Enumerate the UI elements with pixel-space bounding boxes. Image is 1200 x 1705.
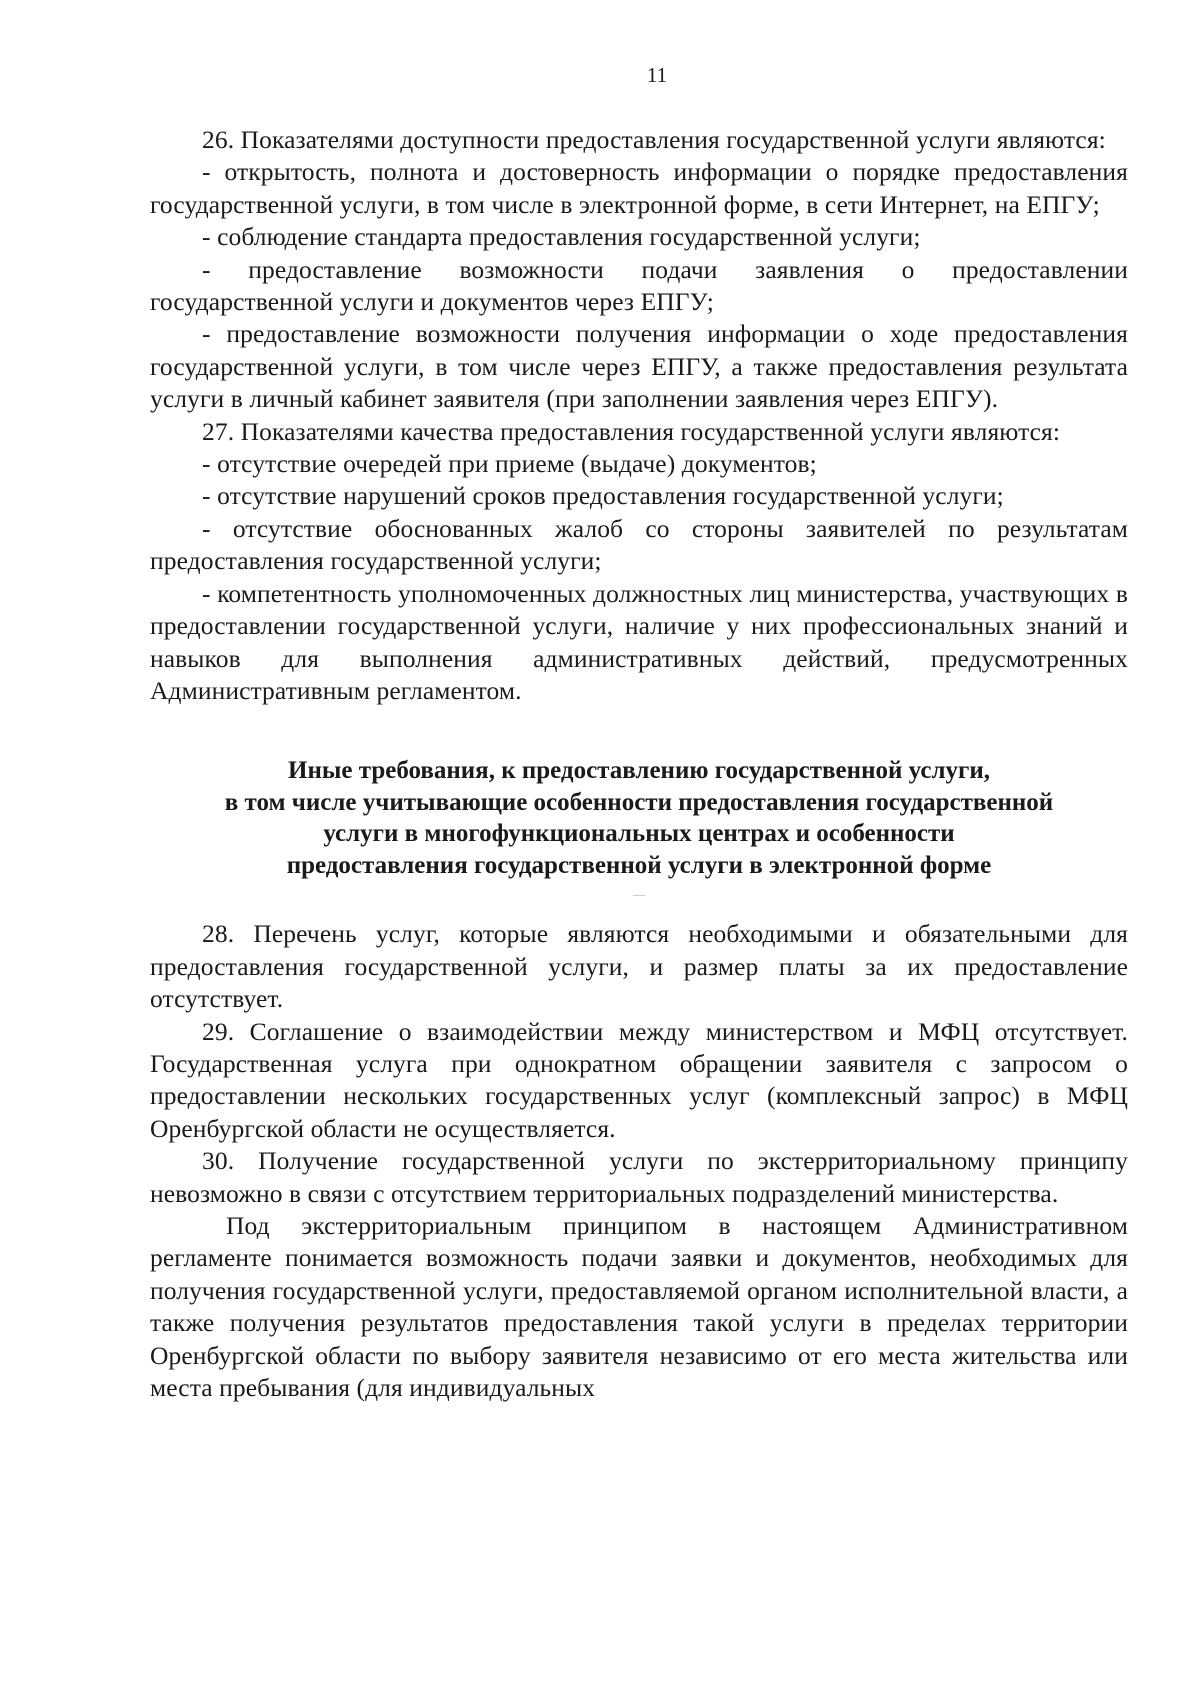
list-item-submission: - предоставление возможности подачи заявления о предоставлении государственной услуги и документов через ЕПГУ; xyxy=(150,254,1128,317)
heading-line: Иные требования, к предоставлению государственной услуги, xyxy=(288,757,990,785)
list-item-no-complaints: - отсутствие обоснованных жалоб со стороны заявителей по результатам предоставления государственной услуги; xyxy=(150,513,1128,576)
paragraph-27-intro: 27. Показателями качества предоставления государственной услуги являются: xyxy=(202,416,1061,446)
heading-line: в том числе учитывающие особенности предоставления государственной xyxy=(224,788,1054,816)
list-item-no-queues: - отсутствие очередей при приеме (выдаче) документов; xyxy=(202,449,817,479)
list-item-openness: - открытость, полнота и достоверность информации о порядке предоставления государственной услуги, в том числе в электронной форме, в сети Интернет, на ЕПГУ; xyxy=(150,157,1128,219)
paragraph-extraterritorial-definition: Под экстерриториальным принципом в настоящем Административном регламенте понимается возможность подачи заявки и документов, необходимых для получения государственной услуги, предоставляемой органом исполнительной власти, а также получения результатов предоставления такой услуги в пределах территории Оренбургской области по выбору заявителя независимо от его места жительства или места пребывания (для индивидуальных xyxy=(150,1210,1128,1402)
heading-line: услуги в многофункциональных центрах и особенности xyxy=(323,820,955,848)
paragraph-29: 29. Соглашение о взаимодействии между министерством и МФЦ отсутствует. Государственная услуга при однократном обращении заявителя с запросом о предоставлении нескольких государственных услуг (комплексный запрос) в МФЦ Оренбургской области не осуществляется. xyxy=(150,1016,1128,1143)
section-heading xyxy=(150,755,1128,881)
paragraph-26-intro: 26. Показателями доступности предоставления государственной услуги являются: xyxy=(202,125,1106,154)
list-item-competence: - компетентность уполномоченных должностных лиц министерства, участвующих в предоставлении государственной услуги, наличие у них профессиональных знаний и навыков для выполнения административных действий, предусмотренных Административным регламентом. xyxy=(150,578,1128,705)
heading-line: предоставления государственной услуги в электронной форме xyxy=(286,851,992,879)
list-item-no-violations: - отсутствие нарушений сроков предоставления государственной услуги; xyxy=(202,481,1004,511)
document-page xyxy=(150,62,1128,1404)
list-item-standard: - соблюдение стандарта предоставления государственной услуги; xyxy=(202,222,921,252)
page-number: 11 xyxy=(646,63,668,87)
paragraph-28: 28. Перечень услуг, которые являются необходимыми и обязательными для предоставления государственной услуги, и размер платы за их предоставление отсутствует. xyxy=(150,919,1128,1014)
paragraph-30: 30. Получение государственной услуги по экстерриториальному принципу невозможно в связи с отсутствием территориальных подразделений министерства. xyxy=(150,1146,1128,1208)
scan-mark xyxy=(633,895,645,896)
list-item-information: - предоставление возможности получения информации о ходе предоставления государственной услуги, в том числе через ЕПГУ, а также предоставления результата услуги в личный кабинет заявителя (при заполнении заявления через ЕПГУ). xyxy=(150,319,1128,414)
